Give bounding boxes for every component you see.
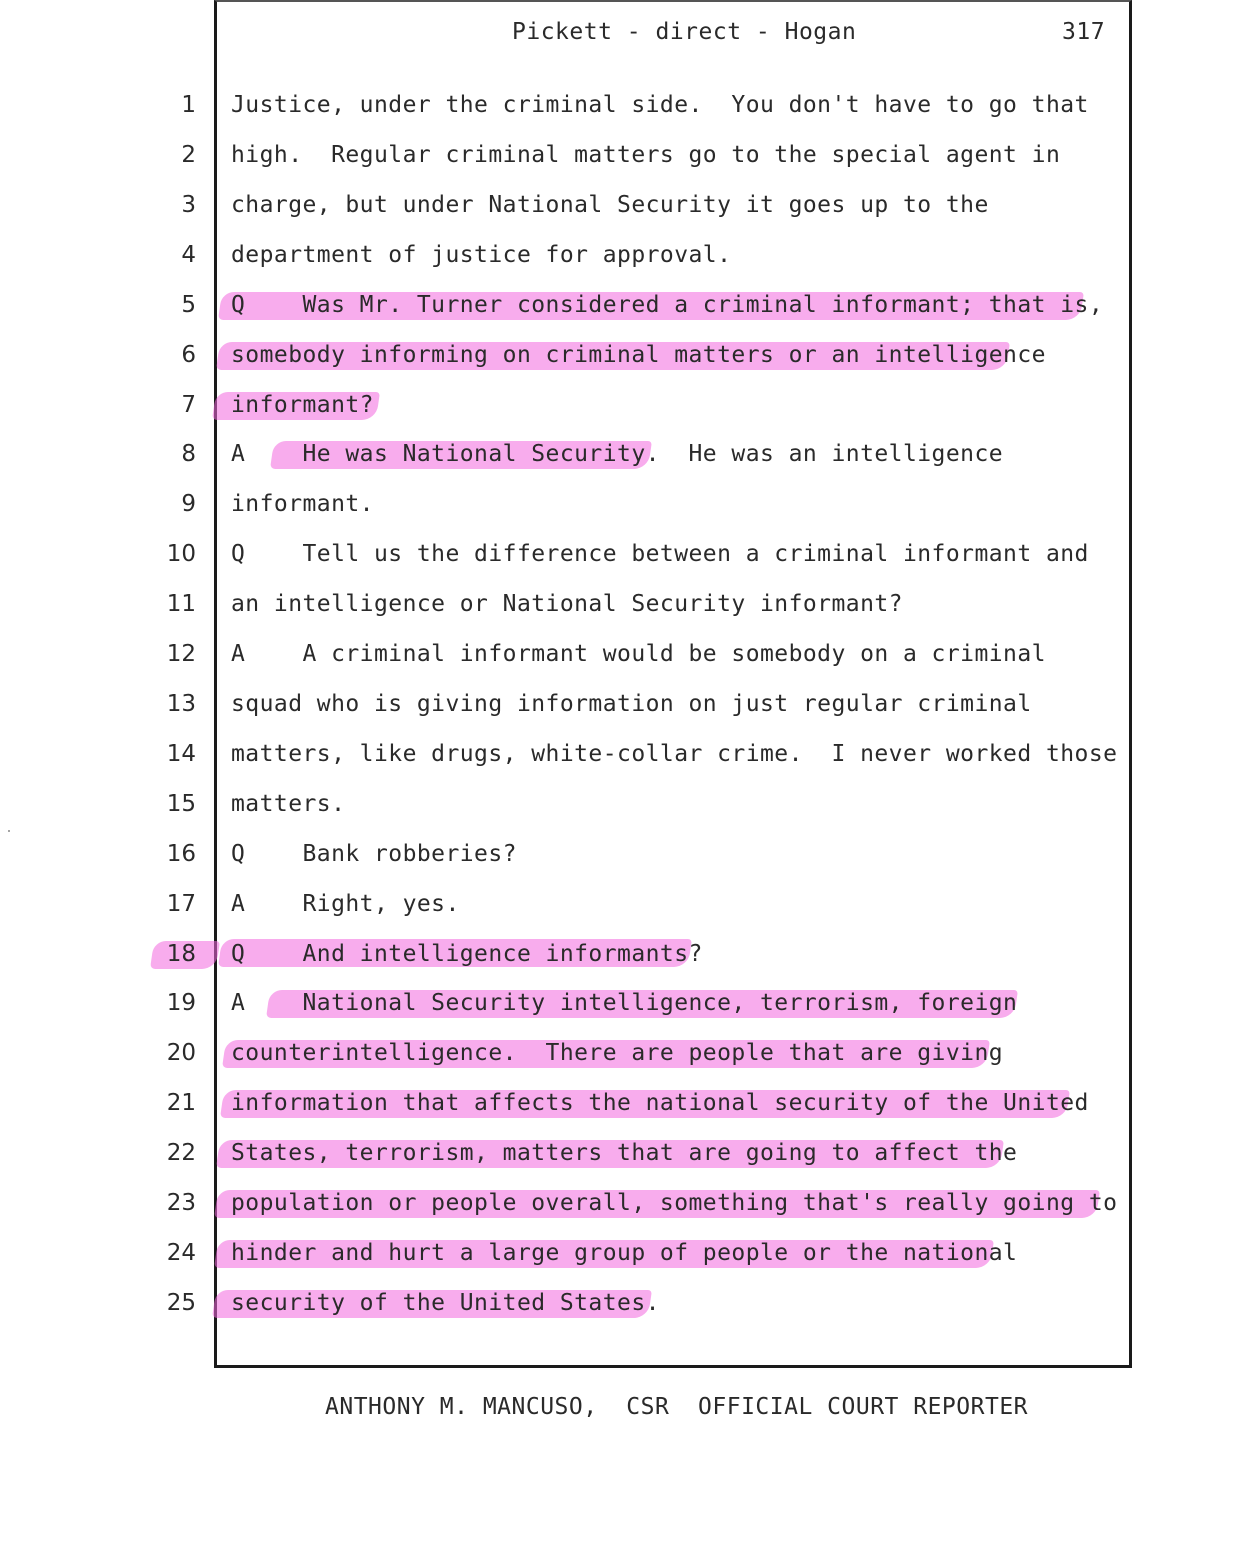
line-number: 4: [181, 242, 196, 268]
line-text: an intelligence or National Security informant?: [231, 591, 903, 617]
line-number: 22: [166, 1140, 196, 1166]
page-header-title: Pickett - direct - Hogan: [512, 19, 857, 45]
transcript-line: [0, 886, 1258, 922]
line-text: population or people overall, something that's really going to: [231, 1190, 1118, 1216]
line-number: 18: [166, 941, 196, 967]
line-text: somebody informing on criminal matters or an intelligence: [231, 342, 1046, 368]
line-text: squad who is giving information on just regular criminal: [231, 691, 1032, 717]
line-number: 11: [166, 591, 196, 617]
line-number: 6: [181, 342, 196, 368]
line-number: 9: [181, 491, 196, 517]
line-text: department of justice for approval.: [231, 242, 732, 268]
transcript-line: [0, 1085, 1258, 1121]
line-text: security of the United States.: [231, 1290, 660, 1316]
line-text: matters.: [231, 791, 346, 817]
line-text: informant.: [231, 491, 374, 517]
line-number: 2: [181, 142, 196, 168]
line-number: 17: [166, 891, 196, 917]
transcript-line: [0, 936, 1258, 972]
line-text: A A criminal informant would be somebody on a criminal: [231, 641, 1046, 667]
transcript-line: [0, 686, 1258, 722]
transcript-line: [0, 1035, 1258, 1071]
transcript-line: [0, 786, 1258, 822]
line-text: A National Security intelligence, terrorism, foreign: [231, 990, 1018, 1016]
court-reporter-footer: ANTHONY M. MANCUSO, CSR OFFICIAL COURT REPORTER: [325, 1394, 1029, 1420]
line-number: 13: [166, 691, 196, 717]
line-text: matters, like drugs, white-collar crime. I never worked those: [231, 741, 1118, 767]
transcript-line: [0, 287, 1258, 323]
line-number: 7: [181, 392, 196, 418]
line-number: 20: [166, 1040, 196, 1066]
line-number: 1: [181, 92, 196, 118]
line-text: A He was National Security. He was an intelligence: [231, 441, 1004, 467]
line-number: 19: [166, 990, 196, 1016]
transcript-line: [0, 1185, 1258, 1221]
transcript-line: [0, 387, 1258, 423]
page-number: 317: [1062, 19, 1106, 45]
transcript-line: [0, 985, 1258, 1021]
line-number: 23: [166, 1190, 196, 1216]
line-number: 14: [166, 741, 196, 767]
scan-speck: [8, 830, 10, 832]
transcript-line: [0, 436, 1258, 472]
line-text: States, terrorism, matters that are going to affect the: [231, 1140, 1018, 1166]
line-text: Justice, under the criminal side. You don't have to go that: [231, 92, 1089, 118]
line-text: Q Tell us the difference between a criminal informant and: [231, 541, 1089, 567]
transcript-line: [0, 736, 1258, 772]
transcript-line: [0, 187, 1258, 223]
transcript-line: [0, 636, 1258, 672]
line-number: 8: [181, 441, 196, 467]
transcript-line: [0, 1135, 1258, 1171]
transcript-line: [0, 1285, 1258, 1321]
transcript-line: [0, 536, 1258, 572]
line-number: 15: [166, 791, 196, 817]
line-text: Q Was Mr. Turner considered a criminal informant; that is,: [231, 292, 1104, 318]
line-text: high. Regular criminal matters go to the special agent in: [231, 142, 1061, 168]
line-number: 16: [166, 841, 196, 867]
transcript-line: [0, 836, 1258, 872]
transcript-line: [0, 237, 1258, 273]
transcript-line: [0, 1235, 1258, 1271]
line-number: 3: [181, 192, 196, 218]
line-text: informant?: [231, 392, 374, 418]
line-text: charge, but under National Security it goes up to the: [231, 192, 989, 218]
transcript-line: [0, 486, 1258, 522]
line-text: hinder and hurt a large group of people or the national: [231, 1240, 1018, 1266]
line-text: A Right, yes.: [231, 891, 460, 917]
line-text: Q Bank robberies?: [231, 841, 517, 867]
transcript-line: [0, 87, 1258, 123]
line-number: 10: [166, 541, 196, 567]
line-number: 25: [166, 1290, 196, 1316]
transcript-line: [0, 137, 1258, 173]
transcript-line: [0, 337, 1258, 373]
line-number: 24: [166, 1240, 196, 1266]
line-number: 12: [166, 641, 196, 667]
line-number: 21: [166, 1090, 196, 1116]
line-text: Q And intelligence informants?: [231, 941, 703, 967]
line-text: information that affects the national security of the United: [231, 1090, 1089, 1116]
line-number: 5: [181, 292, 196, 318]
line-text: counterintelligence. There are people that are giving: [231, 1040, 1004, 1066]
transcript-line: [0, 586, 1258, 622]
